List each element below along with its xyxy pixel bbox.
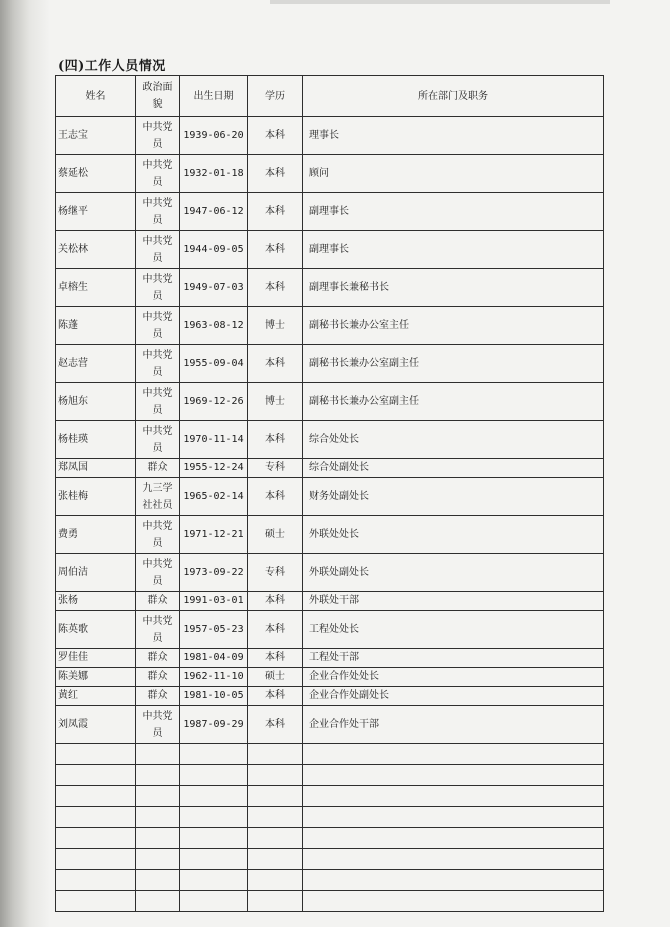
table-row (56, 231, 604, 269)
cell-education: 本科 (248, 155, 303, 193)
cell-name: 陈美娜 (56, 668, 136, 687)
cell-birth: 1973-09-22 (180, 554, 248, 592)
empty-cell (180, 786, 248, 807)
cell-position: 副理事长兼秘书长 (303, 269, 604, 307)
cell-political: 中共党员 (136, 193, 180, 231)
cell-birth: 1955-12-24 (180, 459, 248, 478)
table-row (56, 478, 604, 516)
cell-position: 企业合作处副处长 (303, 687, 604, 706)
empty-cell (56, 786, 136, 807)
cell-position: 外联处副处长 (303, 554, 604, 592)
empty-cell (136, 744, 180, 765)
cell-political: 群众 (136, 592, 180, 611)
cell-education: 本科 (248, 687, 303, 706)
cell-political: 群众 (136, 459, 180, 478)
cell-position: 外联处处长 (303, 516, 604, 554)
cell-position: 企业合作处干部 (303, 706, 604, 744)
cell-name: 黄红 (56, 687, 136, 706)
empty-cell (303, 870, 604, 891)
cell-name: 杨桂瑛 (56, 421, 136, 459)
empty-cell (248, 891, 303, 912)
header-political: 政治面貌 (136, 76, 180, 117)
cell-education: 本科 (248, 706, 303, 744)
cell-education: 本科 (248, 649, 303, 668)
empty-cell (180, 849, 248, 870)
header-education: 学历 (248, 76, 303, 117)
cell-name: 卓榕生 (56, 269, 136, 307)
cell-education: 本科 (248, 269, 303, 307)
empty-cell (180, 828, 248, 849)
cell-name: 赵志营 (56, 345, 136, 383)
table-row (56, 611, 604, 649)
cell-position: 财务处副处长 (303, 478, 604, 516)
table-row (56, 649, 604, 668)
table-row (56, 554, 604, 592)
cell-birth: 1932-01-18 (180, 155, 248, 193)
empty-cell (303, 828, 604, 849)
empty-cell (56, 765, 136, 786)
empty-row (56, 870, 604, 891)
cell-birth: 1965-02-14 (180, 478, 248, 516)
cell-education: 本科 (248, 117, 303, 155)
cell-education: 本科 (248, 592, 303, 611)
empty-cell (136, 849, 180, 870)
cell-name: 陈英歌 (56, 611, 136, 649)
empty-cell (303, 744, 604, 765)
cell-name: 杨继平 (56, 193, 136, 231)
cell-name: 杨旭东 (56, 383, 136, 421)
empty-cell (248, 849, 303, 870)
empty-cell (136, 786, 180, 807)
cell-position: 顾问 (303, 155, 604, 193)
page-binding-shadow (0, 0, 50, 927)
empty-cell (56, 744, 136, 765)
cell-education: 博士 (248, 383, 303, 421)
cell-education: 专科 (248, 459, 303, 478)
cell-position: 综合处处长 (303, 421, 604, 459)
cell-political: 中共党员 (136, 345, 180, 383)
cell-name: 郑凤国 (56, 459, 136, 478)
cell-name: 周伯洁 (56, 554, 136, 592)
empty-cell (303, 765, 604, 786)
empty-row (56, 849, 604, 870)
cell-position: 外联处干部 (303, 592, 604, 611)
table-row (56, 516, 604, 554)
cell-education: 本科 (248, 193, 303, 231)
cell-birth: 1981-04-09 (180, 649, 248, 668)
empty-row (56, 891, 604, 912)
cell-education: 本科 (248, 611, 303, 649)
cell-education: 硕士 (248, 516, 303, 554)
table-row (56, 668, 604, 687)
empty-cell (136, 891, 180, 912)
cell-position: 副秘书长兼办公室副主任 (303, 345, 604, 383)
section-title: (四)工作人员情况 (58, 59, 166, 74)
cell-position: 工程处处长 (303, 611, 604, 649)
cell-name: 张桂梅 (56, 478, 136, 516)
cell-birth: 1962-11-10 (180, 668, 248, 687)
cell-education: 博士 (248, 307, 303, 345)
cell-political: 中共党员 (136, 516, 180, 554)
cell-position: 理事长 (303, 117, 604, 155)
empty-cell (180, 744, 248, 765)
empty-cell (303, 849, 604, 870)
cell-birth: 1939-06-20 (180, 117, 248, 155)
cell-name: 费勇 (56, 516, 136, 554)
cell-political: 中共党员 (136, 554, 180, 592)
empty-row (56, 828, 604, 849)
table-header-row (56, 76, 604, 117)
header-birth: 出生日期 (180, 76, 248, 117)
cell-name: 关松林 (56, 231, 136, 269)
cell-birth: 1971-12-21 (180, 516, 248, 554)
cell-education: 本科 (248, 421, 303, 459)
table-row (56, 117, 604, 155)
cell-birth: 1970-11-14 (180, 421, 248, 459)
table-row (56, 155, 604, 193)
top-bleed-through (270, 0, 610, 4)
cell-birth: 1944-09-05 (180, 231, 248, 269)
cell-political: 中共党员 (136, 269, 180, 307)
cell-birth: 1947-06-12 (180, 193, 248, 231)
cell-position: 综合处副处长 (303, 459, 604, 478)
empty-cell (56, 807, 136, 828)
cell-birth: 1957-05-23 (180, 611, 248, 649)
empty-cell (303, 807, 604, 828)
cell-political: 群众 (136, 649, 180, 668)
cell-education: 本科 (248, 231, 303, 269)
table-row (56, 459, 604, 478)
cell-position: 工程处干部 (303, 649, 604, 668)
empty-cell (136, 828, 180, 849)
empty-cell (180, 765, 248, 786)
table-row (56, 193, 604, 231)
cell-name: 陈蓬 (56, 307, 136, 345)
empty-row (56, 744, 604, 765)
empty-cell (248, 807, 303, 828)
empty-cell (248, 828, 303, 849)
empty-cell (56, 849, 136, 870)
cell-political: 中共党员 (136, 383, 180, 421)
cell-name: 刘凤霞 (56, 706, 136, 744)
empty-cell (180, 870, 248, 891)
empty-cell (303, 891, 604, 912)
empty-row (56, 786, 604, 807)
header-name: 姓名 (56, 76, 136, 117)
cell-political: 中共党员 (136, 117, 180, 155)
cell-education: 硕士 (248, 668, 303, 687)
empty-cell (303, 786, 604, 807)
table-row (56, 307, 604, 345)
empty-cell (136, 807, 180, 828)
empty-cell (56, 891, 136, 912)
table-row (56, 421, 604, 459)
cell-political: 群众 (136, 668, 180, 687)
cell-birth: 1963-08-12 (180, 307, 248, 345)
empty-cell (248, 744, 303, 765)
empty-cell (180, 891, 248, 912)
cell-position: 副理事长 (303, 231, 604, 269)
empty-cell (136, 765, 180, 786)
cell-education: 专科 (248, 554, 303, 592)
cell-birth: 1949-07-03 (180, 269, 248, 307)
cell-birth: 1991-03-01 (180, 592, 248, 611)
cell-political: 中共党员 (136, 231, 180, 269)
empty-cell (136, 870, 180, 891)
cell-political: 中共党员 (136, 307, 180, 345)
empty-cell (248, 870, 303, 891)
cell-education: 本科 (248, 478, 303, 516)
cell-political: 中共党员 (136, 611, 180, 649)
empty-cell (56, 870, 136, 891)
cell-name: 蔡延松 (56, 155, 136, 193)
cell-political: 中共党员 (136, 706, 180, 744)
cell-name: 罗佳佳 (56, 649, 136, 668)
table-row (56, 345, 604, 383)
table-row (56, 269, 604, 307)
cell-position: 企业合作处处长 (303, 668, 604, 687)
cell-education: 本科 (248, 345, 303, 383)
cell-name: 张杨 (56, 592, 136, 611)
table-row (56, 592, 604, 611)
cell-position: 副秘书长兼办公室主任 (303, 307, 604, 345)
cell-name: 王志宝 (56, 117, 136, 155)
empty-cell (248, 786, 303, 807)
cell-political: 九三学社社员 (136, 478, 180, 516)
table-row (56, 687, 604, 706)
table-row (56, 706, 604, 744)
cell-birth: 1955-09-04 (180, 345, 248, 383)
cell-position: 副秘书长兼办公室副主任 (303, 383, 604, 421)
cell-birth: 1981-10-05 (180, 687, 248, 706)
empty-cell (180, 807, 248, 828)
cell-position: 副理事长 (303, 193, 604, 231)
table-row (56, 383, 604, 421)
empty-cell (248, 765, 303, 786)
cell-birth: 1969-12-26 (180, 383, 248, 421)
cell-political: 中共党员 (136, 421, 180, 459)
empty-row (56, 807, 604, 828)
staff-table (55, 75, 604, 912)
cell-political: 群众 (136, 687, 180, 706)
cell-birth: 1987-09-29 (180, 706, 248, 744)
empty-row (56, 765, 604, 786)
header-position: 所在部门及职务 (303, 76, 604, 117)
empty-cell (56, 828, 136, 849)
cell-political: 中共党员 (136, 155, 180, 193)
